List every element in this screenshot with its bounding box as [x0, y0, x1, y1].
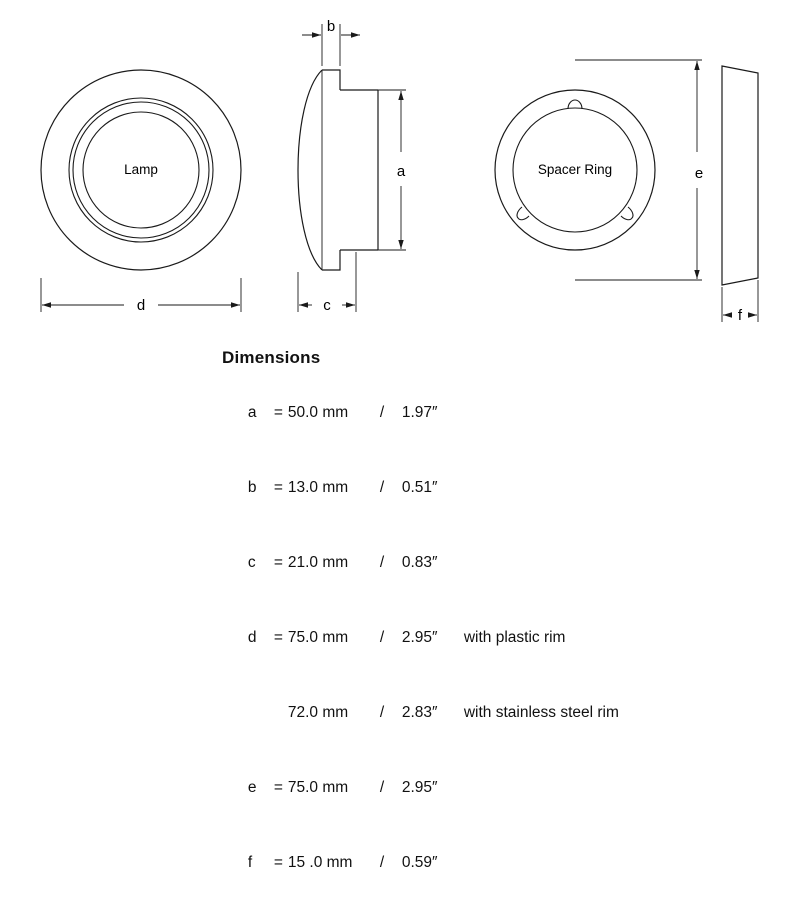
dimension-row-mm: 75.0 mm [287, 629, 349, 646]
dimension-row-slash: / [379, 629, 385, 646]
dimension-row-inch: 2.83″ [401, 704, 438, 721]
dimension-row-equals: = [273, 404, 283, 421]
dimension-row-equals: = [273, 779, 283, 796]
dimension-row [222, 750, 742, 825]
dimension-row-letter: b [247, 479, 257, 496]
dimension-row-inch: 2.95″ [401, 779, 438, 796]
dimension-letter-c: c [323, 297, 331, 314]
dimension-row [222, 375, 742, 450]
dimension-row [222, 825, 742, 900]
dimension-letter-f: f [737, 307, 743, 324]
dimension-row-inch: 0.59″ [401, 854, 438, 871]
dimension-row-slash: / [379, 704, 385, 721]
dimension-row-mm: 13.0 mm [287, 479, 349, 496]
dimension-row-letter: f [247, 854, 253, 871]
dimension-row-mm: 21.0 mm [287, 554, 349, 571]
dimension-row-equals: = [273, 479, 283, 496]
dimension-row-inch: 1.97″ [401, 404, 438, 421]
lamp-side-view [298, 70, 378, 270]
spacer-ring-side-view [722, 66, 758, 285]
dimension-row-inch: 2.95″ [401, 629, 438, 646]
dimension-letter-b: b [326, 18, 336, 35]
dimensions-title: Dimensions [222, 348, 321, 367]
dimension-row-letter: d [247, 629, 257, 646]
dimension-row [222, 525, 742, 600]
dimensions-block [222, 348, 742, 900]
dimension-row [222, 450, 742, 525]
dimension-row-slash: / [379, 779, 385, 796]
dimension-row-slash: / [379, 854, 385, 871]
dimension-letter-a: a [396, 163, 406, 180]
dimension-row-slash: / [379, 479, 385, 496]
lamp-label: Lamp [124, 162, 158, 177]
dimension-row-equals: = [273, 554, 283, 571]
dimension-row-mm: 50.0 mm [287, 404, 349, 421]
dimension-row-mm: 72.0 mm [287, 704, 349, 721]
dimension-row-note: with plastic rim [463, 629, 566, 646]
dimension-letter-e: e [694, 165, 704, 182]
dimension-row-slash: / [379, 554, 385, 571]
dimension-letter-d: d [136, 297, 146, 314]
dimension-row-inch: 0.51″ [401, 479, 438, 496]
dimension-row-note: with stainless steel rim [463, 704, 619, 721]
dimension-row-equals: = [273, 629, 283, 646]
dimension-row [222, 600, 742, 675]
dimension-row-letter: a [247, 404, 257, 421]
dimension-row-inch: 0.83″ [401, 554, 438, 571]
dimension-row [222, 675, 742, 750]
dimension-row-letter: c [247, 554, 256, 571]
dimension-row-mm: 75.0 mm [287, 779, 349, 796]
dimension-row-equals: = [273, 854, 283, 871]
dimension-row-slash: / [379, 404, 385, 421]
dimension-row-letter: e [247, 779, 257, 796]
dimension-row-mm: 15 .0 mm [287, 854, 353, 871]
spacer-ring-label: Spacer Ring [537, 162, 613, 177]
